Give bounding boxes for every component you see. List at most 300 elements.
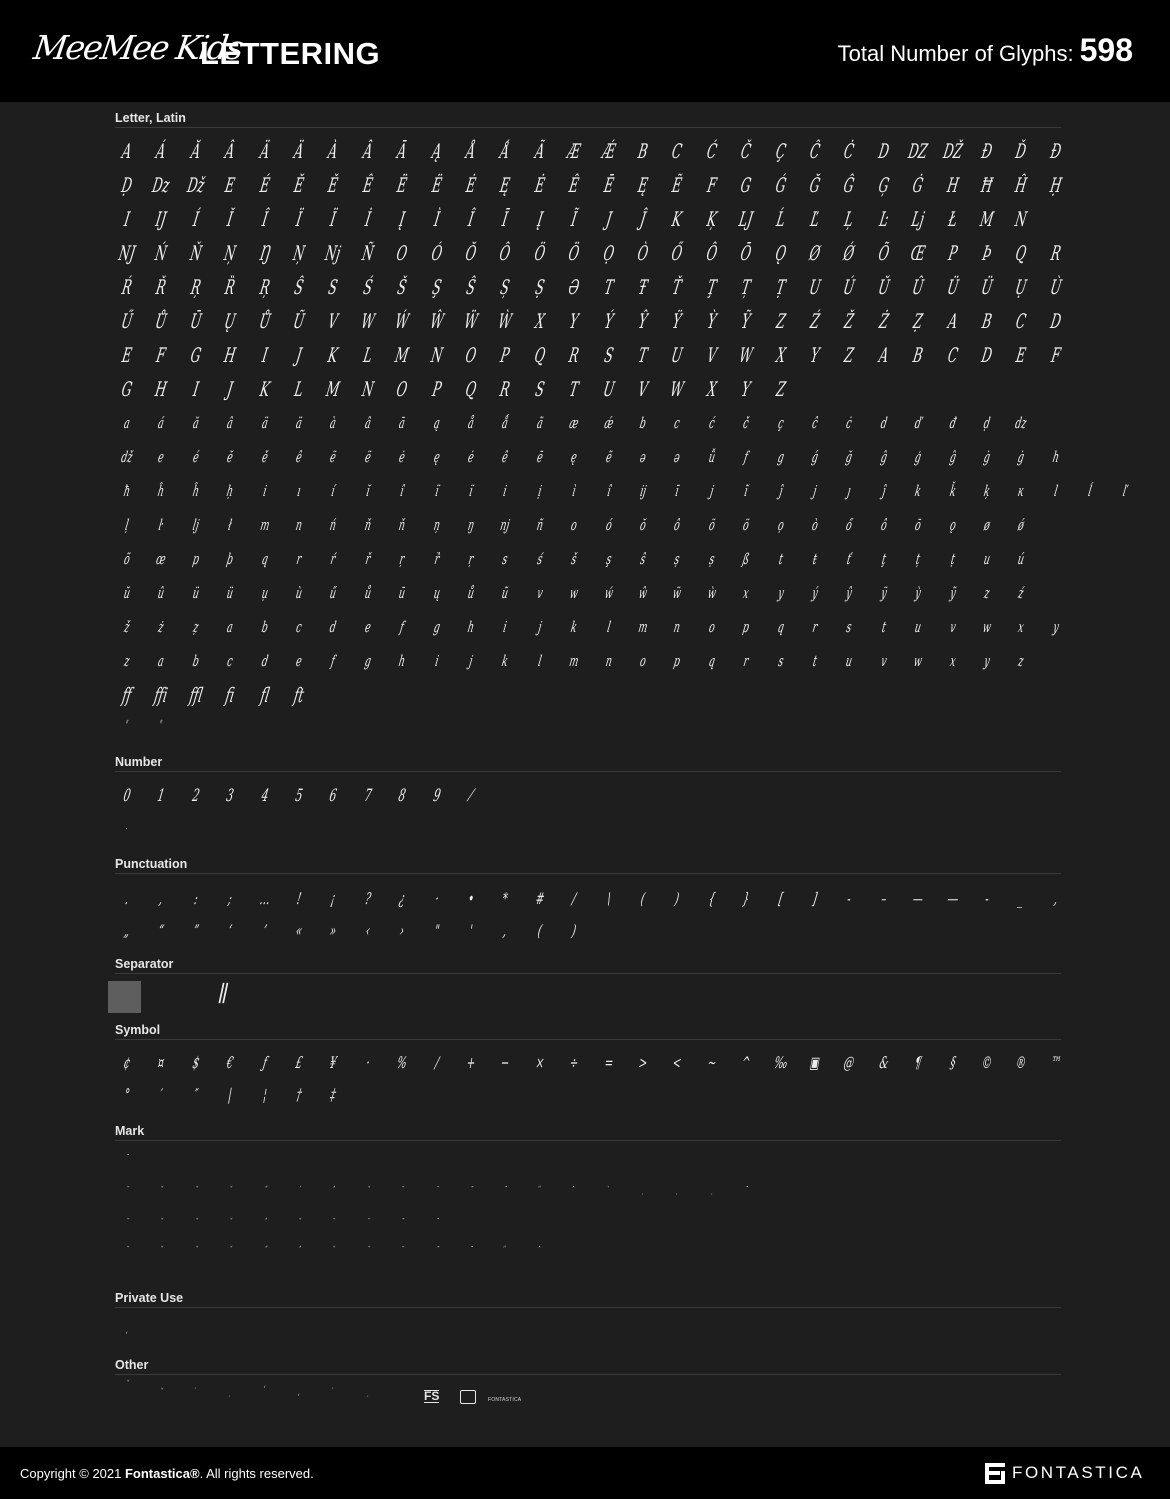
glyph-cell: U xyxy=(807,275,823,299)
glyph-cell: ˝ xyxy=(262,1186,267,1196)
glyph-cell: Ĥ xyxy=(1013,173,1029,197)
glyph-cell: ŗ xyxy=(467,550,475,568)
glyph-cell: ̂ xyxy=(538,1246,541,1256)
glyph-cell: ǽ xyxy=(602,414,615,432)
glyph-cell: ọ xyxy=(776,516,785,534)
glyph-cell: ä xyxy=(260,414,269,432)
glyph-cell: " xyxy=(432,921,441,940)
glyph-cell: · xyxy=(364,1053,372,1072)
glyph-cell: ƒ xyxy=(261,1053,269,1072)
glyph-cell: § xyxy=(948,1053,957,1072)
glyph-cell: J xyxy=(225,377,235,401)
glyph-cell: Đ xyxy=(979,139,995,163)
glyph-cell: ď xyxy=(913,414,923,432)
glyph-cell: ˇ xyxy=(227,1246,233,1256)
glyph-cell: ḥ xyxy=(225,482,235,500)
glyph-cell: ĵ xyxy=(777,482,784,500)
glyph-cell: ˇ xyxy=(296,1218,302,1228)
glyph-cell: A xyxy=(945,309,960,333)
glyph-cell: ň xyxy=(363,516,373,534)
footer xyxy=(0,1447,1170,1499)
glyph-cell: = xyxy=(602,1053,615,1072)
glyph-cell: ú xyxy=(1016,550,1026,568)
glyph-row-mark xyxy=(110,1142,1070,1176)
glyph-cell: y xyxy=(776,584,785,602)
glyph-cell: NJ xyxy=(116,241,138,265)
glyph-cell: À xyxy=(326,139,340,163)
glyph-cell: ī xyxy=(674,482,681,500)
glyph-row-latin xyxy=(110,338,1070,372)
glyph-cell: r xyxy=(811,618,819,636)
glyph-cell: lj xyxy=(191,516,201,534)
glyph-cell: E xyxy=(223,173,237,197)
glyph-cell: f xyxy=(398,618,406,636)
glyph-cell: Ẃ xyxy=(393,309,411,333)
glyph-cell: ÿ xyxy=(879,584,889,602)
glyph-cell: Ẅ xyxy=(462,309,480,333)
glyph-row-latin xyxy=(110,576,1070,610)
glyph-cell: ŋ xyxy=(466,516,476,534)
glyph-cell: Đ xyxy=(1048,139,1063,163)
glyph-cell: P xyxy=(430,377,443,401)
glyph-cell: ⁄ xyxy=(468,786,474,806)
glyph-cell: Ń xyxy=(153,241,169,265)
glyph-cell: H xyxy=(153,377,169,401)
glyph-row-number xyxy=(110,779,1070,813)
glyph-cell: Ŧ xyxy=(636,275,650,299)
glyph-cell: x xyxy=(1017,618,1026,636)
glyph-cell: IJ xyxy=(154,207,169,231)
glyph-cell: Ķ xyxy=(705,207,719,231)
glyph-cell: î xyxy=(399,482,406,500)
glyph-cell: r xyxy=(742,652,750,670)
fontastica-wordmark: FONTASTICA xyxy=(1012,1463,1145,1482)
glyph-cell: a xyxy=(225,618,235,636)
glyph-cell: à xyxy=(329,414,338,432)
glyph-cell: Ő xyxy=(670,241,685,265)
glyph-cell: ˇ xyxy=(193,1246,199,1256)
glyph-cell: Ṣ xyxy=(533,275,547,299)
glyph-cell: h xyxy=(397,652,407,670)
glyph-cell: ˘ xyxy=(365,1246,371,1256)
glyph-cell: Ă xyxy=(189,139,203,163)
glyph-cell: Ļ xyxy=(843,207,856,231)
glyph-cell: ‰ xyxy=(772,1053,790,1072)
glyph-row-latin xyxy=(110,706,1070,740)
glyph-cell: Ė xyxy=(464,173,478,197)
glyph-row-mark xyxy=(110,1234,1070,1268)
glyph-cell: ) xyxy=(570,921,578,940)
glyph-cell: ț xyxy=(914,550,922,568)
glyph-cell: c xyxy=(673,414,682,432)
glyph-cell: Ř xyxy=(154,275,169,299)
glyph-cell: ű xyxy=(328,584,338,602)
glyph-cell: ħ xyxy=(122,482,132,500)
glyph-cell: Ț xyxy=(739,275,753,299)
glyph-cell: g xyxy=(432,618,442,636)
glyph-cell: Ų xyxy=(222,309,238,333)
glyph-cell: ˘ xyxy=(399,1186,405,1196)
glyph-cell: â xyxy=(225,414,235,432)
glyph-cell: O xyxy=(394,241,410,265)
glyph-cell: m xyxy=(258,516,271,534)
glyph-cell: D xyxy=(979,343,995,367)
glyph-cell: ś xyxy=(535,550,544,568)
glyph-cell: Ë xyxy=(395,173,409,197)
glyph-cell: „ xyxy=(122,921,132,940)
glyph-cell: ŀ xyxy=(157,516,166,534)
glyph-cell: Æ xyxy=(565,139,583,163)
glyph-cell: ˉ xyxy=(743,1186,749,1196)
glyph-cell: ę xyxy=(569,448,579,466)
glyph-cell: O xyxy=(463,343,479,367)
glyph-cell: dž xyxy=(119,448,135,466)
glyph-cell: T xyxy=(636,343,650,367)
glyph-cell: u xyxy=(982,550,992,568)
glyph-cell: ô xyxy=(879,516,889,534)
section-divider xyxy=(115,1307,1061,1308)
glyph-cell: Ç xyxy=(773,139,788,163)
glyph-cell: Ǻ xyxy=(498,139,512,163)
glyph-cell: — xyxy=(911,889,925,908)
glyph-cell: ǻ xyxy=(501,414,510,432)
glyph-cell: E xyxy=(120,343,134,367)
glyph-cell: Þ xyxy=(980,241,994,265)
glyph-cell: _ xyxy=(1017,889,1026,908)
glyph-row-other xyxy=(110,1368,1070,1402)
glyph-cell: O xyxy=(394,377,410,401)
glyph-cell: Ţ xyxy=(705,275,719,299)
glyph-cell: o xyxy=(569,516,579,534)
glyph-cell: » xyxy=(328,921,339,940)
glyph-cell: ˌ xyxy=(297,1388,301,1398)
glyph-row-punctuation xyxy=(110,882,1070,916)
glyph-cell: ä xyxy=(294,414,304,432)
copyright-notice xyxy=(20,1466,314,1481)
glyph-cell: Ọ xyxy=(601,241,616,265)
glyph-cell: Ÿ xyxy=(671,309,684,333)
glyph-cell: Ə xyxy=(566,275,582,299)
glyph-cell: ¿ xyxy=(397,889,407,908)
glyph-cell: ˇ xyxy=(193,1218,199,1228)
glyph-cell: Dz xyxy=(151,173,172,197)
glyph-cell: DŽ xyxy=(941,139,964,163)
fontastica-wordmark-glyph: FONTASTICA xyxy=(488,1397,522,1403)
glyph-cell: Ũ xyxy=(291,309,307,333)
glyph-cell: > xyxy=(637,1053,649,1072)
glyph-cell: ˏ xyxy=(641,1186,645,1196)
separator-glyph: ∥ xyxy=(215,982,231,1007)
glyph-cell: Ŝ xyxy=(292,275,306,299)
glyph-cell: d xyxy=(328,618,338,636)
glyph-cell: , xyxy=(158,889,165,908)
glyph-cell: d xyxy=(879,414,889,432)
glyph-cell: ̀ xyxy=(607,1186,610,1196)
glyph-row-latin xyxy=(110,474,1129,508)
glyph-cell: w xyxy=(568,584,580,602)
glyph-cell: ŷ xyxy=(845,584,854,602)
glyph-cell: ů xyxy=(466,584,476,602)
copyright-prefix: Copyright © 2021 xyxy=(20,1466,125,1481)
glyph-cell: F xyxy=(1049,343,1063,367)
glyph-cell: 6 xyxy=(328,786,339,806)
glyph-cell: Nj xyxy=(323,241,343,265)
glyph-cell: Ŗ xyxy=(257,275,272,299)
glyph-cell: å xyxy=(466,414,476,432)
fs-logo-glyph: FS xyxy=(424,1389,440,1403)
glyph-cell: ˇ xyxy=(331,1246,336,1256)
glyph-cell: ų xyxy=(432,584,442,602)
glyph-cell: Ì xyxy=(432,207,442,231)
glyph-count-value: 598 xyxy=(1079,32,1133,68)
glyph-cell: ff xyxy=(120,683,134,707)
glyph-cell: † xyxy=(294,1085,304,1104)
glyph-cell: H xyxy=(222,343,238,367)
glyph-cell: 0 xyxy=(121,786,133,806)
glyph-cell: Ø xyxy=(807,241,823,265)
glyph-cell: b xyxy=(638,414,648,432)
glyph-cell: nj xyxy=(499,516,512,534)
glyph-cell: ” xyxy=(191,921,201,940)
glyph-cell: k xyxy=(500,652,510,670)
glyph-cell: C xyxy=(670,139,685,163)
glyph-row-latin xyxy=(110,508,1070,542)
glyph-cell: Ĩ xyxy=(569,207,579,231)
glyph-cell: Y xyxy=(739,377,753,401)
glyph-cell: g xyxy=(776,448,786,466)
glyph-cell: h xyxy=(1051,448,1061,466)
glyph-cell: ṭ xyxy=(949,550,957,568)
glyph-cell: B xyxy=(911,343,925,367)
glyph-cell: b xyxy=(191,652,201,670)
glyph-cell: © xyxy=(980,1053,994,1072)
glyph-cell: ‡ xyxy=(329,1085,338,1104)
glyph-cell: f xyxy=(742,448,750,466)
glyph-cell: Ď xyxy=(1014,139,1029,163)
glyph-cell: P xyxy=(499,343,512,367)
glyph-cell: f xyxy=(330,652,337,670)
glyph-cell: ¢ xyxy=(122,1053,132,1072)
glyph-cell: ĺ xyxy=(1087,482,1094,500)
glyph-cell: T xyxy=(602,275,615,299)
glyph-cell: 2 xyxy=(190,786,201,806)
glyph-cell: s xyxy=(776,652,785,670)
glyph-cell: Ŭ xyxy=(876,275,892,299)
glyph-cell: Ö xyxy=(532,241,547,265)
glyph-cell: X xyxy=(533,309,547,333)
glyph-cell: B xyxy=(636,139,650,163)
glyph-cell: Ä xyxy=(292,139,306,163)
glyph-cell: z xyxy=(1017,652,1026,670)
glyph-cell: ̎ xyxy=(538,1186,541,1196)
glyph-cell: Ŏ xyxy=(463,241,479,265)
glyph-cell: t xyxy=(811,652,819,670)
glyph-cell: a xyxy=(157,652,166,670)
glyph-cell: { xyxy=(707,889,717,908)
glyph-cell: ļ xyxy=(123,516,131,534)
glyph-cell: ( xyxy=(536,921,544,940)
glyph-cell: j xyxy=(708,482,715,500)
glyph-cell: ə xyxy=(638,448,648,466)
glyph-cell: ˉ xyxy=(434,1218,439,1228)
glyph-cell: ǝ xyxy=(673,448,682,466)
glyph-cell: Ê xyxy=(567,173,581,197)
glyph-cell: ụ xyxy=(260,584,270,602)
glyph-cell: ― xyxy=(946,889,960,908)
glyph-cell: á xyxy=(157,414,166,432)
glyph-cell: ˘ xyxy=(331,1218,336,1228)
glyph-cell: R xyxy=(498,377,513,401)
glyph-cell: 5 xyxy=(293,786,305,806)
glyph-cell: ∕ xyxy=(433,1053,441,1072)
glyph-cell: M xyxy=(978,207,996,231)
glyph-cell: - xyxy=(846,889,853,908)
glyph-cell: M xyxy=(393,343,411,367)
glyph-row-latin xyxy=(110,134,1070,168)
glyph-cell: ñ xyxy=(535,516,545,534)
glyph-cell: İ xyxy=(363,207,373,231)
glyph-cell: Ģ xyxy=(876,173,891,197)
glyph-cell: ê xyxy=(501,448,510,466)
glyph-cell: 1 xyxy=(156,786,167,806)
glyph-cell: ė xyxy=(397,448,407,466)
glyph-cell: ȷ xyxy=(846,482,853,500)
glyph-cell: ˇ xyxy=(365,1186,371,1196)
glyph-cell: Ű xyxy=(119,309,135,333)
glyph-cell: ł xyxy=(227,516,234,534)
glyph-cell: Õ xyxy=(876,241,891,265)
glyph-cell: M xyxy=(324,377,342,401)
glyph-cell: Į xyxy=(535,207,545,231)
section-title-separator: Separator xyxy=(115,957,174,971)
glyph-cell: ‐ xyxy=(983,889,991,908)
glyph-cell: X xyxy=(774,343,788,367)
glyph-cell: } xyxy=(741,889,752,908)
glyph-cell: D xyxy=(876,139,891,163)
glyph-cell: Ý xyxy=(602,309,615,333)
glyph-cell: i xyxy=(433,652,440,670)
glyph-cell: s xyxy=(845,618,854,636)
glyph-cell: ë xyxy=(363,448,373,466)
glyph-cell: ĳ xyxy=(638,482,648,500)
glyph-cell: Â xyxy=(223,139,237,163)
glyph-cell: c xyxy=(225,652,235,670)
glyph-cell: Ż xyxy=(877,309,891,333)
glyph-cell: Ä xyxy=(257,139,272,163)
glyph-cell: Y xyxy=(567,309,581,333)
glyph-cell: ˏ xyxy=(365,1388,370,1398)
glyph-cell: ˏ xyxy=(228,1388,232,1398)
glyph-cell: a xyxy=(122,414,132,432)
glyph-cell: Á xyxy=(154,139,168,163)
glyph-cell: ˘ xyxy=(124,1246,130,1256)
glyph-cell: ˇ xyxy=(159,1218,164,1228)
glyph-cell: ê xyxy=(294,448,304,466)
glyph-cell: ˎ xyxy=(675,1186,680,1196)
glyph-cell: p xyxy=(191,550,201,568)
glyph-cell: Ġ xyxy=(911,173,926,197)
glyph-cell: Ź xyxy=(808,309,822,333)
glyph-cell: ĭ xyxy=(364,482,371,500)
glyph-cell: ˜ xyxy=(434,1246,439,1256)
glyph-cell: Ṭ xyxy=(774,275,787,299)
section-divider xyxy=(115,1039,1061,1040)
glyph-cell: ˉ xyxy=(468,1246,474,1256)
glyph-cell: t xyxy=(777,550,785,568)
glyph-cell: \ xyxy=(605,889,613,908)
glyph-cell: ą xyxy=(432,414,441,432)
glyph-cell: ū xyxy=(397,584,407,602)
glyph-cell: Ċ xyxy=(842,139,857,163)
glyph-cell: Ů xyxy=(154,309,169,333)
glyph-cell: ′ xyxy=(158,1085,165,1104)
glyph-cell: ỳ xyxy=(913,584,923,602)
glyph-cell: ẓ xyxy=(191,618,200,636)
glyph-cell: Ė xyxy=(533,173,547,197)
glyph-cell: ĩ xyxy=(743,482,750,500)
glyph-cell: Ŝ xyxy=(464,275,478,299)
glyph-cell: Ğ xyxy=(807,173,823,197)
glyph-cell: Ï xyxy=(328,207,338,231)
glyph-cell: Ī xyxy=(500,207,510,231)
glyph-row-latin xyxy=(110,406,1070,440)
glyph-cell: ḍ xyxy=(982,414,992,432)
glyph-cell: ğ xyxy=(844,448,854,466)
glyph-cell: Y xyxy=(808,343,822,367)
glyph-cell: ø xyxy=(982,516,992,534)
glyph-cell: Ẓ xyxy=(911,309,925,333)
glyph-cell: ẃ xyxy=(603,584,615,602)
glyph-cell: U xyxy=(670,343,685,367)
glyph-cell: % xyxy=(395,1053,409,1072)
glyph-cell: Í xyxy=(191,207,201,231)
glyph-cell: ’ xyxy=(261,921,268,940)
glyph-cell: Ą xyxy=(429,139,444,163)
glyph-cell: w xyxy=(981,618,993,636)
glyph-cell: N xyxy=(1013,207,1029,231)
glyph-cell: A xyxy=(120,139,134,163)
glyph-cell: y xyxy=(1051,618,1061,636)
glyph-cell: Ẁ xyxy=(496,309,514,333)
glyph-cell: – xyxy=(879,889,889,908)
glyph-cell: ¡ xyxy=(329,889,338,908)
glyph-cell: e xyxy=(294,652,304,670)
glyph-cell: ¶ xyxy=(913,1053,924,1072)
glyph-cell: I xyxy=(260,343,270,367)
glyph-cell: ̂ xyxy=(573,1186,576,1196)
glyph-cell: í xyxy=(330,482,337,500)
glyph-cell: Ụ xyxy=(1014,275,1029,299)
glyph-cell: Q xyxy=(532,343,547,367)
glyph-cell: @ xyxy=(842,1053,857,1072)
glyph-row-latin xyxy=(110,168,1070,202)
glyph-row-number xyxy=(110,810,1070,844)
glyph-cell: Ỳ xyxy=(705,309,719,333)
glyph-cell: ™ xyxy=(1049,1053,1063,1072)
glyph-cell: ā xyxy=(397,414,407,432)
glyph-cell: ˇ xyxy=(159,1246,164,1256)
glyph-cell: Š xyxy=(395,275,409,299)
glyph-cell: ı xyxy=(295,482,303,500)
glyph-cell: ö xyxy=(707,516,717,534)
glyph-cell: Q xyxy=(463,377,479,401)
glyph-cell: q xyxy=(776,618,786,636)
glyph-cell: U xyxy=(601,377,616,401)
glyph-cell: ‘ xyxy=(227,921,234,940)
header xyxy=(0,0,1170,102)
glyph-cell: ˏ xyxy=(193,1380,198,1390)
glyph-cell: ĸ xyxy=(1016,482,1026,500)
